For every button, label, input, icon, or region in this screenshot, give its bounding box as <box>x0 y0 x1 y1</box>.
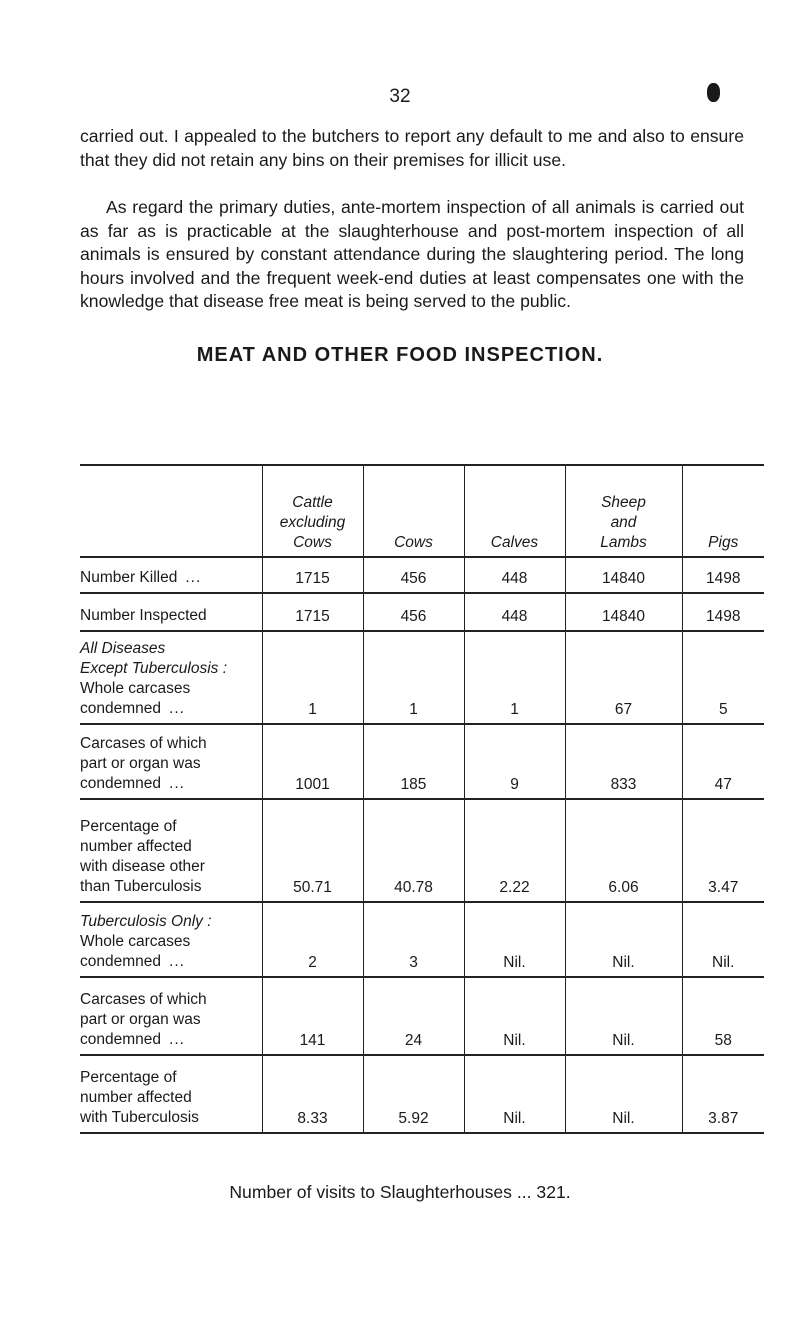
table-cell: 9 <box>464 724 565 799</box>
table-cell: 1498 <box>682 557 764 593</box>
table-cell: Nil. <box>464 902 565 977</box>
row-label <box>80 593 262 631</box>
row-label-line: part or organ was <box>80 1011 201 1028</box>
row-label-line: than Tuberculosis <box>80 878 202 895</box>
table-cell: Nil. <box>464 977 565 1055</box>
row-label-line: condemned <box>80 1031 162 1048</box>
visits-footer <box>0 1182 800 1203</box>
row-label-line: Number Inspected <box>80 607 207 624</box>
page-number: 32 <box>389 86 411 107</box>
table-cell: 1715 <box>262 593 363 631</box>
leader-dots: ... <box>169 1031 185 1048</box>
table-cell: 6.06 <box>565 799 682 902</box>
visits-label: Number of visits to Slaughterhouses <box>229 1182 512 1202</box>
table-cell: 456 <box>363 557 464 593</box>
visits-dots: ... <box>516 1182 532 1202</box>
table-cell: 1715 <box>262 557 363 593</box>
inspection-table <box>80 464 764 1134</box>
row-label-line: with disease other <box>80 858 205 875</box>
table-row <box>80 799 764 902</box>
table-cell: 1 <box>262 631 363 724</box>
row-label-line: Percentage of <box>80 818 177 835</box>
row-label-line: part or organ was <box>80 755 201 772</box>
leader-dots: ... <box>169 775 185 792</box>
table-row <box>80 977 764 1055</box>
table-cell: 2 <box>262 902 363 977</box>
table-cell: 58 <box>682 977 764 1055</box>
section-heading: MEAT AND OTHER FOOD INSPECTION. <box>196 344 604 366</box>
row-label <box>80 977 262 1055</box>
table-cell: 1498 <box>682 593 764 631</box>
row-label-line: number affected <box>80 1089 192 1106</box>
row-label-line: Except Tuberculosis : <box>80 660 228 677</box>
table-cell: 833 <box>565 724 682 799</box>
header-sheep: Sheep and Lambs <box>565 465 682 557</box>
paragraph-primary-duties: As regard the primary duties, ante-mortem inspection of all animals is carried out as far as is practicable at the slaughterhouse and post-mortem inspection of all animals is ensured by constant attendance during the slaughtering period. The long hours involved and the frequent week-end duties at least compensates one with the knowledge that disease free meat is being served to the public. <box>80 197 744 311</box>
table-row <box>80 593 764 631</box>
table-cell: 1 <box>464 631 565 724</box>
table-cell: Nil. <box>682 902 764 977</box>
leader-dots: ... <box>169 953 185 970</box>
table-cell: 47 <box>682 724 764 799</box>
visits-value: 321. <box>536 1182 571 1202</box>
row-label-line: condemned <box>80 775 162 792</box>
table-cell: 14840 <box>565 593 682 631</box>
row-label-line: Whole carcases <box>80 680 191 697</box>
header-cows: Cows <box>363 465 464 557</box>
table-cell: 5.92 <box>363 1055 464 1133</box>
leader-dots: ... <box>169 700 185 717</box>
row-label <box>80 1055 262 1133</box>
row-label-line: Number Killed <box>80 569 178 586</box>
table-cell: Nil. <box>565 1055 682 1133</box>
table-cell: 8.33 <box>262 1055 363 1133</box>
table-cell: 448 <box>464 593 565 631</box>
table-cell: 1 <box>363 631 464 724</box>
row-label-line: Whole carcases <box>80 933 191 950</box>
row-label <box>80 902 262 977</box>
table-cell: 3.47 <box>682 799 764 902</box>
table-cell: 3 <box>363 902 464 977</box>
table-cell: 185 <box>363 724 464 799</box>
table-cell: 141 <box>262 977 363 1055</box>
table-cell: 5 <box>682 631 764 724</box>
table-cell: 67 <box>565 631 682 724</box>
table-cell: 50.71 <box>262 799 363 902</box>
paragraph-continued: carried out. I appealed to the butchers to report any default to me and also to ensure that they did not retain any bins on their premises for illicit use. <box>80 126 744 170</box>
row-label-line: Tuberculosis Only : <box>80 913 212 930</box>
table-cell: 456 <box>363 593 464 631</box>
header-blank <box>80 465 262 557</box>
table-cell: 14840 <box>565 557 682 593</box>
row-label-line: condemned <box>80 953 162 970</box>
table-cell: 1001 <box>262 724 363 799</box>
header-calves: Calves <box>464 465 565 557</box>
table-row <box>80 1055 764 1133</box>
table-cell: Nil. <box>565 902 682 977</box>
row-label-line: All Diseases <box>80 640 166 657</box>
row-label <box>80 631 262 724</box>
row-label-line: Percentage of <box>80 1069 177 1086</box>
table-cell: 3.87 <box>682 1055 764 1133</box>
table-cell: 448 <box>464 557 565 593</box>
table-cell: Nil. <box>565 977 682 1055</box>
row-label-line: with Tuberculosis <box>80 1109 199 1126</box>
table-row <box>80 724 764 799</box>
row-label-line: number affected <box>80 838 192 855</box>
table-cell: 2.22 <box>464 799 565 902</box>
table-row <box>80 557 764 593</box>
row-label <box>80 557 262 593</box>
table-cell: 24 <box>363 977 464 1055</box>
table-cell: Nil. <box>464 1055 565 1133</box>
header-cattle: Cattle excluding Cows <box>262 465 363 557</box>
ink-blot-mark <box>707 83 720 102</box>
table-row <box>80 631 764 724</box>
row-label-line: Carcases of which <box>80 735 207 752</box>
table-row <box>80 902 764 977</box>
table-cell: 40.78 <box>363 799 464 902</box>
row-label <box>80 724 262 799</box>
row-label <box>80 799 262 902</box>
header-pigs: Pigs <box>682 465 764 557</box>
leader-dots: ... <box>185 569 202 586</box>
row-label-line: Carcases of which <box>80 991 207 1008</box>
row-label-line: condemned <box>80 700 162 717</box>
